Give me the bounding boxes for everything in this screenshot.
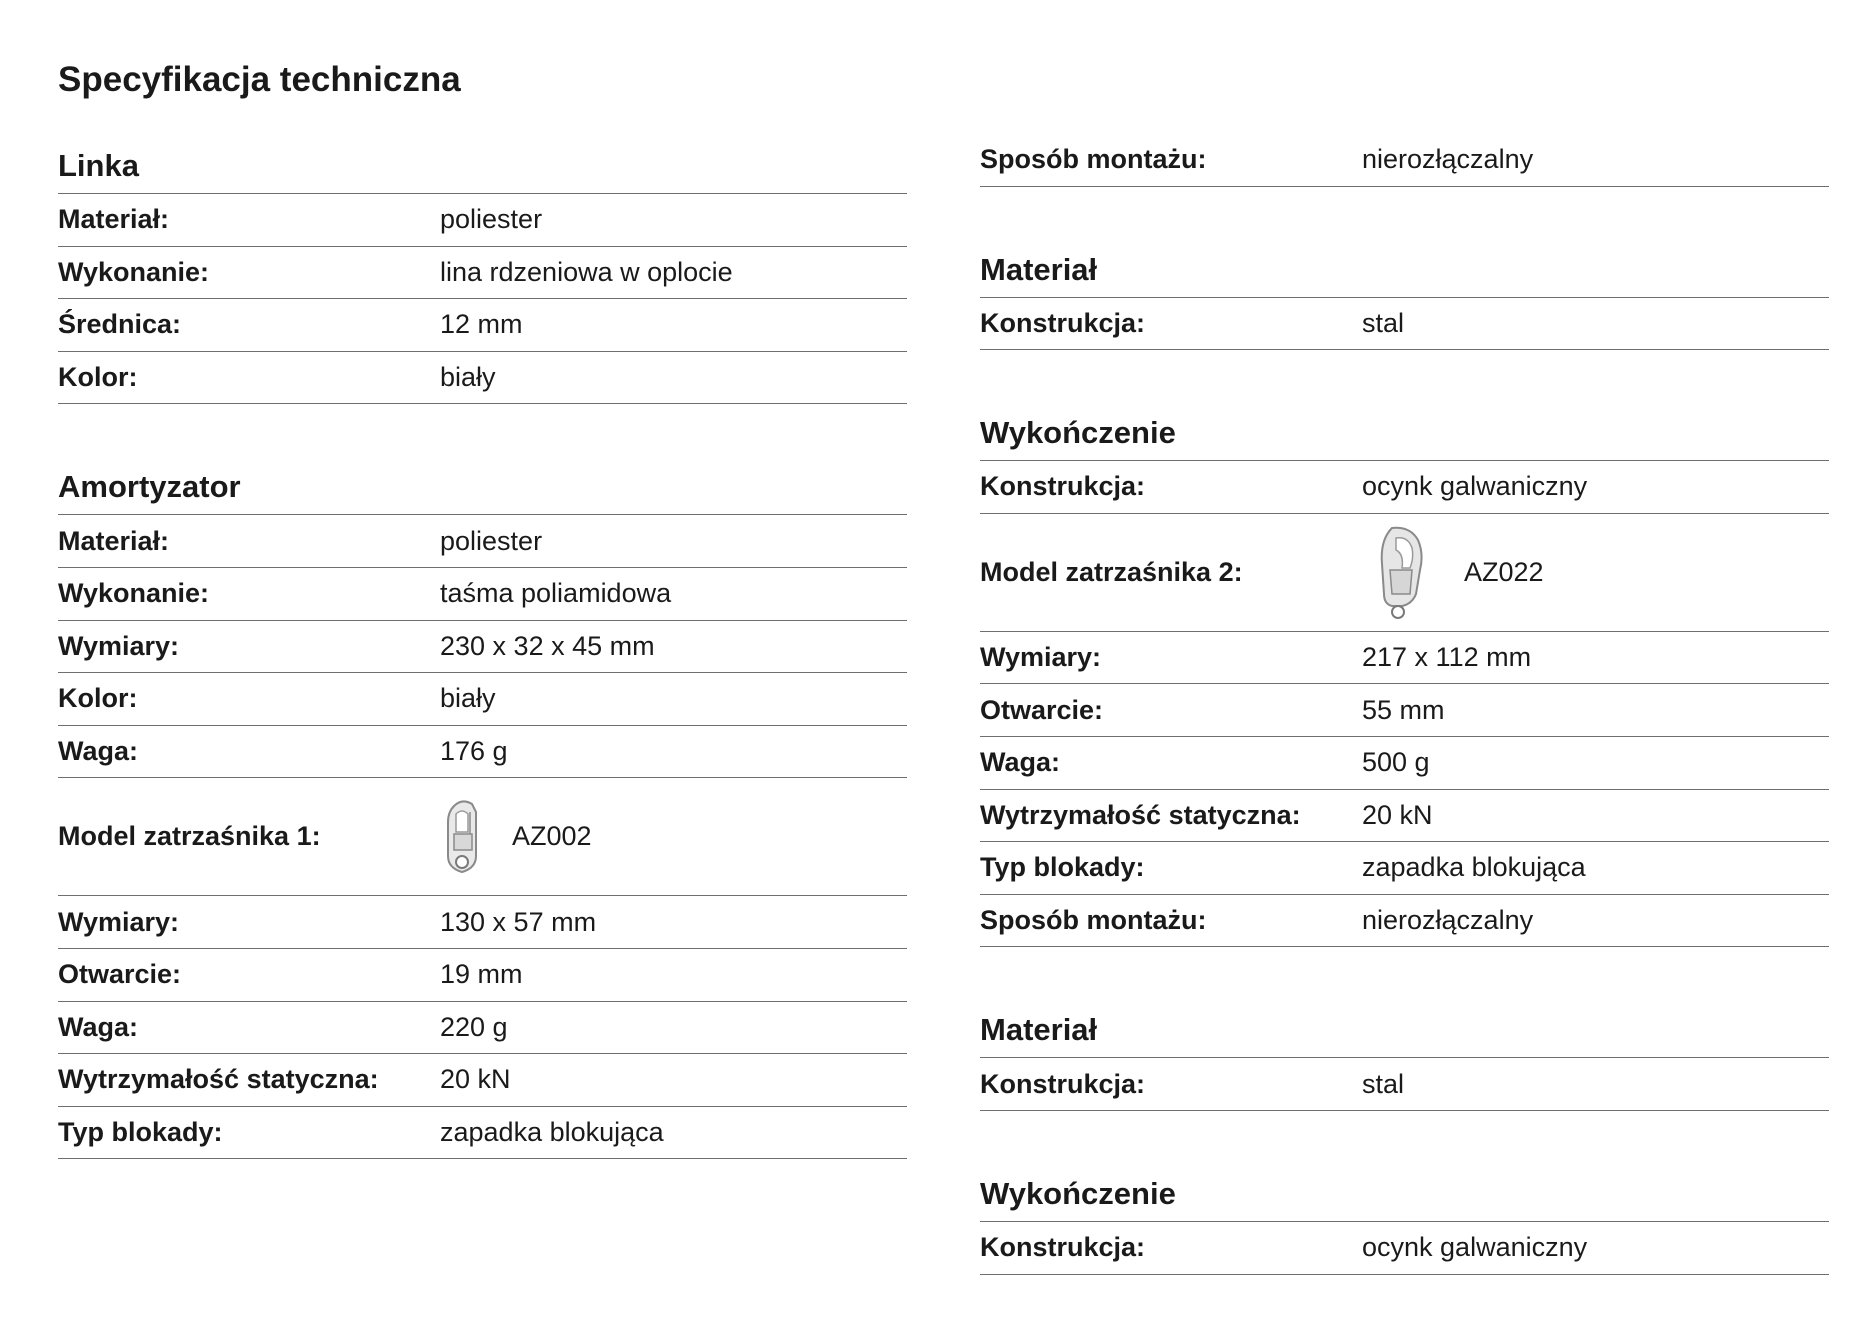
- spec-value: nierozłączalny: [1362, 905, 1534, 936]
- model-row: [980, 514, 1829, 632]
- spec-row: [58, 621, 907, 674]
- spec-label: Model zatrzaśnika 2:: [980, 556, 1243, 587]
- model-code: AZ022: [1464, 556, 1544, 587]
- spec-row: [58, 1107, 907, 1160]
- spec-row: [58, 949, 907, 1002]
- spec-value: 20 kN: [1362, 799, 1433, 830]
- spec-row: [58, 1002, 907, 1055]
- spec-label: Kolor:: [58, 683, 138, 714]
- section-gap: [980, 350, 1829, 403]
- spec-label: Wytrzymałość statyczna:: [58, 1064, 379, 1095]
- spec-value: biały: [440, 362, 496, 393]
- model-code: AZ002: [512, 821, 592, 852]
- spec-value: 20 kN: [440, 1064, 511, 1095]
- spec-label: Kolor:: [58, 362, 138, 393]
- section-title-wykonczenie: Wykończenie: [980, 1164, 1829, 1222]
- spec-label: Otwarcie:: [58, 959, 182, 990]
- spec-value: biały: [440, 683, 496, 714]
- spec-row: [58, 515, 907, 568]
- spec-value: 217 x 112 mm: [1362, 642, 1532, 673]
- spec-row: [980, 1058, 1829, 1111]
- spec-value: poliester: [440, 204, 543, 235]
- spec-value: [440, 798, 907, 876]
- spec-label: Waga:: [58, 1011, 138, 1042]
- spec-value: 55 mm: [1362, 694, 1445, 725]
- spec-label: Typ blokady:: [980, 852, 1145, 883]
- spec-value: 12 mm: [440, 309, 523, 340]
- spec-row: [980, 684, 1829, 737]
- spec-label: Waga:: [58, 736, 138, 767]
- spec-label: Konstrukcja:: [980, 471, 1146, 502]
- spec-row: [980, 895, 1829, 948]
- spec-row: [980, 461, 1829, 514]
- spec-value: lina rdzeniowa w oplocie: [440, 256, 733, 287]
- spec-row: [58, 299, 907, 352]
- spec-row: [58, 673, 907, 726]
- section-title-linka: Linka: [58, 136, 907, 194]
- spec-row: [58, 352, 907, 405]
- spec-row: [58, 1054, 907, 1107]
- spec-label: Konstrukcja:: [980, 1232, 1146, 1263]
- section-title-material: Materiał: [980, 1000, 1829, 1058]
- right-column: [980, 134, 1829, 1275]
- spec-value: stal: [1362, 307, 1405, 338]
- spec-row: [58, 247, 907, 300]
- spec-label: Typ blokady:: [58, 1117, 223, 1148]
- left-column: [58, 136, 907, 1159]
- section-title-wykonczenie: Wykończenie: [980, 403, 1829, 461]
- spec-label: Konstrukcja:: [980, 307, 1146, 338]
- scaffold-hook-icon: [1362, 524, 1436, 620]
- spec-value: 19 mm: [440, 959, 523, 990]
- spec-label: Sposób montażu:: [980, 905, 1207, 936]
- spec-row: [980, 632, 1829, 685]
- spec-label: Średnica:: [58, 309, 182, 340]
- spec-row: [58, 194, 907, 247]
- snap-hook-icon: [440, 798, 484, 876]
- spec-row: [980, 134, 1829, 187]
- spec-label: Materiał:: [58, 204, 170, 235]
- spec-label: Materiał:: [58, 525, 170, 556]
- model-row: [58, 778, 907, 896]
- spec-value: taśma poliamidowa: [440, 578, 672, 609]
- spec-row: [980, 790, 1829, 843]
- spec-label: Wymiary:: [58, 906, 180, 937]
- section-title-amortyzator: Amortyzator: [58, 457, 907, 515]
- page-title: Specyfikacja techniczna: [58, 60, 461, 99]
- section-title-material: Materiał: [980, 240, 1829, 298]
- spec-value: 230 x 32 x 45 mm: [440, 630, 655, 661]
- spec-value: ocynk galwaniczny: [1362, 1232, 1588, 1263]
- spec-value: 130 x 57 mm: [440, 906, 597, 937]
- section-gap: [980, 187, 1829, 240]
- spec-value: 220 g: [440, 1011, 508, 1042]
- spec-label: Wytrzymałość statyczna:: [980, 799, 1301, 830]
- spec-row: [980, 1222, 1829, 1275]
- spec-value: ocynk galwaniczny: [1362, 471, 1588, 502]
- spec-row: [980, 842, 1829, 895]
- section-gap: [980, 1111, 1829, 1164]
- spec-label: Model zatrzaśnika 1:: [58, 821, 321, 852]
- spec-row: [980, 737, 1829, 790]
- spec-label: Konstrukcja:: [980, 1068, 1146, 1099]
- section-gap: [58, 404, 907, 457]
- spec-label: Wymiary:: [58, 630, 180, 661]
- spec-value: [1362, 524, 1829, 620]
- spec-value: 176 g: [440, 736, 508, 767]
- spec-value: zapadka blokująca: [440, 1117, 664, 1148]
- spec-value: 500 g: [1362, 747, 1430, 778]
- section-gap: [980, 947, 1829, 1000]
- spec-row: [58, 896, 907, 949]
- spec-label: Wymiary:: [980, 642, 1102, 673]
- spec-label: Wykonanie:: [58, 578, 210, 609]
- spec-value: poliester: [440, 525, 543, 556]
- spec-label: Sposób montażu:: [980, 144, 1207, 175]
- spec-value: nierozłączalny: [1362, 144, 1534, 175]
- spec-value: zapadka blokująca: [1362, 852, 1586, 883]
- spec-row: [58, 568, 907, 621]
- spec-label: Waga:: [980, 747, 1060, 778]
- spec-value: stal: [1362, 1068, 1405, 1099]
- spec-row: [58, 726, 907, 779]
- spec-label: Wykonanie:: [58, 256, 210, 287]
- spec-row: [980, 298, 1829, 351]
- spec-label: Otwarcie:: [980, 694, 1104, 725]
